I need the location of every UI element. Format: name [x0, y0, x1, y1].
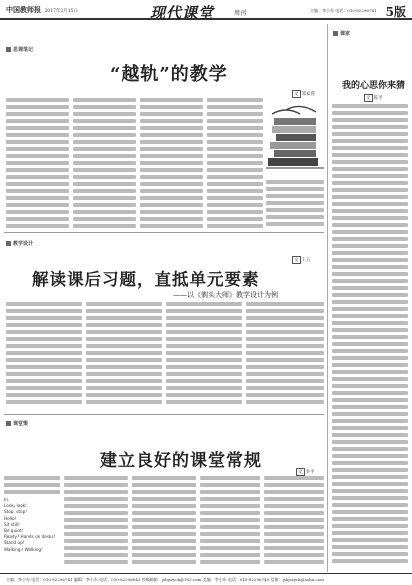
article-1-column-3 [140, 98, 203, 228]
article-author-1 [292, 90, 315, 98]
book-stack-illustration [266, 104, 324, 174]
list-item: Sit still! [4, 521, 20, 527]
section-tag-label: 教学设计 [13, 241, 34, 247]
article-title-2: 解读课后习题，直抵单元要素 [32, 270, 260, 289]
section-marker-icon [333, 31, 338, 36]
article-1-column-5 [266, 180, 324, 228]
section-marker-icon [6, 421, 11, 426]
section-tag-label: 课堂策 [13, 421, 29, 427]
section-marker-icon [6, 241, 11, 246]
sidebar-tag [333, 30, 350, 37]
author-name: 陈平 [373, 96, 383, 101]
article-3-intro [4, 476, 60, 496]
author-marker-icon: 文 [298, 470, 303, 475]
english-commands-list [4, 497, 56, 553]
author-name: 邹家蓉 [301, 92, 315, 97]
section-tag-1 [6, 46, 33, 53]
author-marker-icon: 文 [366, 96, 371, 101]
article-1-column-4 [207, 98, 263, 228]
section-marker-icon [6, 47, 11, 52]
article-subtitle-2: ——以《剃头大师》教学设计为例 [173, 291, 278, 299]
sidebar-article-title: 我的心思你来猜 [342, 81, 406, 91]
paper-name: 中国教师报 [6, 5, 41, 14]
page-subtitle: 周刊 [234, 10, 247, 17]
masthead [0, 0, 412, 20]
page-footer: 主编：李小东 电话：010-82296741 编辑：李小东 电话：010-82296843 投稿邮箱：jsbjszyck@163.com 美编：李小东 电话：010-82296749 信箱：jsbjszyck@sohu.com [0, 573, 412, 585]
page-title: 现代课堂 [150, 4, 215, 22]
list-item: Ready? Hands on desks! [4, 534, 56, 540]
masthead-contact: 主编：李小东 电话：010-82296741 [310, 8, 377, 13]
article-2-column-3 [166, 302, 242, 410]
article-3-column-3 [132, 476, 196, 570]
sidebar-article-body [332, 104, 408, 570]
masthead-paper-info [6, 5, 78, 15]
column-divider [327, 24, 328, 572]
article-1-column-2 [73, 98, 136, 228]
list-item: Be quiet! [4, 527, 24, 533]
section-tag-3 [6, 420, 28, 427]
list-item: Stand up! [4, 540, 25, 546]
section-divider [4, 414, 324, 415]
section-divider [4, 232, 324, 233]
author-name: 李平 [305, 470, 315, 475]
article-2-column-1 [6, 302, 82, 410]
list-item: Look, look! [4, 503, 27, 509]
author-marker-icon: 文 [294, 258, 299, 263]
article-3-column-4 [200, 476, 260, 570]
article-author-3 [296, 468, 315, 476]
issue-date: 2017年2月15日 [44, 9, 78, 14]
article-title-1: “越轨”的教学 [110, 64, 228, 85]
article-title-3: 建立良好的课堂常规 [100, 451, 262, 471]
author-name: 王五 [301, 258, 311, 263]
article-2-column-2 [86, 302, 162, 410]
article-1-column-1 [6, 98, 69, 228]
author-marker-icon: 文 [294, 92, 299, 97]
article-3-column-5 [264, 476, 324, 570]
list-item: Hello! [4, 515, 17, 521]
section-tag-label: 课家 [340, 31, 351, 37]
article-2-column-4 [246, 302, 324, 410]
list-item: In. [4, 497, 10, 502]
article-author-2 [292, 256, 311, 264]
page-number-badge: 5版 [385, 5, 406, 19]
list-item: Walking / Walking! [4, 546, 43, 552]
section-tag-2 [6, 240, 33, 247]
list-item: Stop, stop! [4, 509, 27, 515]
section-tag-label: 思课笔记 [13, 47, 34, 53]
sidebar-author [364, 94, 383, 102]
article-3-column-2 [64, 476, 128, 570]
